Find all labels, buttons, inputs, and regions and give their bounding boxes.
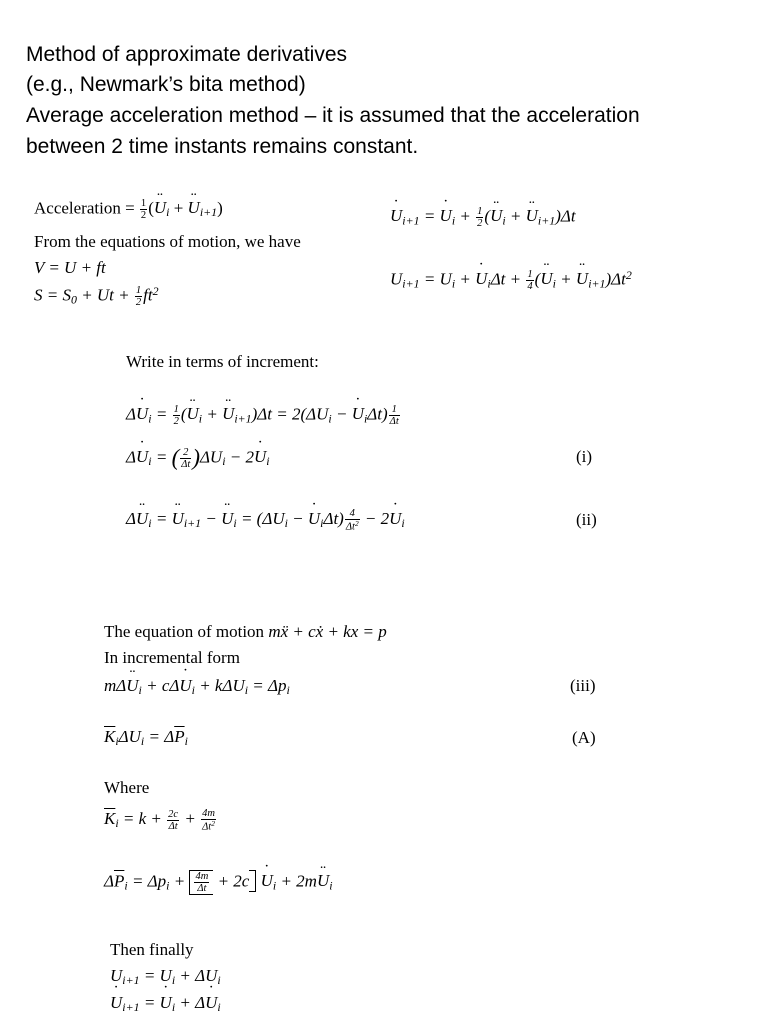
velocity-final-update: ˙ $U_{i+1}$ = ˙ $U_i$ + Δ˙ $U_i$ [110, 993, 221, 1015]
velocity-equation: V = U + ft [34, 258, 106, 277]
heading-line-2: (e.g., Newmark’s bita method) [26, 73, 306, 96]
increment-title: Write in terms of increment: [126, 352, 319, 371]
effective-stiffness-equation-A: $\overline{K}_i\Delta U_i = \Delta\overline{P}_i$ [104, 727, 188, 748]
acceleration-increment-equation-ii: Δ¨ $U_i$ = ¨ $U_{i+1}$ − ¨ $U_i = (\Delta U_i$ − ˙ $U_i\Delta t$) $\frac{4}{\Delta t^2}$ − 2˙ $U_i$ [126, 508, 405, 532]
displacement-prefix: S = S [34, 285, 71, 305]
equation-tag-A: (A) [572, 728, 596, 747]
effective-stiffness-definition: $\overline{K}_i = k$ + $\frac{2c}{\Delta t}$ + $\frac{4m}{\Delta t^2}$ [104, 808, 215, 833]
equation-of-motion-formula: mẍ + cẋ + kx = p [268, 622, 387, 641]
displacement-update-equation: $U_{i+1} = U_i$ + ˙ $U_i\Delta t$ + $\frac{1}{4}$ (¨ $U_i$ + ¨ $U_{i+1})\Delta t^2$ [390, 268, 632, 292]
equation-tag-ii: (ii) [576, 510, 597, 529]
equation-tag-iii: (iii) [570, 676, 596, 695]
equation-tag-i: (i) [576, 447, 593, 466]
displacement-mid: + Ut + [76, 285, 134, 305]
incremental-equation-iii: mΔ¨ $U_i$ + cΔ˙ $U_i + k\Delta U_i = \Delta p_i$ [104, 676, 290, 698]
equation-of-motion-text: The equation of motion [104, 622, 265, 641]
velocity-increment-equation-i: Δ˙ $U_i$ = ( $\frac{2}{\Delta t}$ )$\Delta U_i$ − 2˙ $U_i$ [126, 445, 270, 471]
where-text: Where [104, 778, 150, 797]
velocity-update-equation: ˙ $U_{i+1}$ = ˙ $U_i$ + $\frac{1}{2}$ (¨ $U_i$ + ¨ $U_{i+1})\Delta t$ [390, 206, 576, 229]
displacement-final-update: $U_{i+1} = U_i + \Delta U_i$ [110, 966, 221, 987]
then-finally-text: Then finally [110, 940, 194, 959]
acceleration-equation: Acceleration = $\frac{1}{2}$ (¨ $U_i$ + ¨ $U_{i+1}$) [34, 198, 223, 221]
velocity-increment-equation: Δ˙ $U_i$ = $\frac{1}{2}$ (¨ $U_i$ + ¨ $U_{i+1})\Delta t = 2(\Delta U_i$ − ˙ $U_i\Delta t$) $\frac{1}{\Delta t}$ [126, 404, 401, 427]
displacement-equation: $S = S_0 + Ut$ + $\frac{1}{2}$ $ft^2$ [34, 284, 159, 308]
heading-line-1: Method of approximate derivatives [26, 43, 347, 66]
acceleration-label: Acceleration = [34, 198, 135, 218]
heading-line-3: Average acceleration method – it is assumed that the acceleration [26, 104, 640, 127]
equation-of-motion-line [104, 622, 387, 642]
equations-of-motion-text: From the equations of motion, we have [34, 232, 301, 251]
incremental-form-text: In incremental form [104, 648, 240, 667]
heading-line-4: between 2 time instants remains constant. [26, 135, 419, 158]
effective-load-definition: $\Delta\overline{P}_i = \Delta p_i$ + $\frac{4m}{\Delta t}$ + 2c ˙ $U_i$ + 2m¨ $U_i$ [104, 870, 333, 895]
